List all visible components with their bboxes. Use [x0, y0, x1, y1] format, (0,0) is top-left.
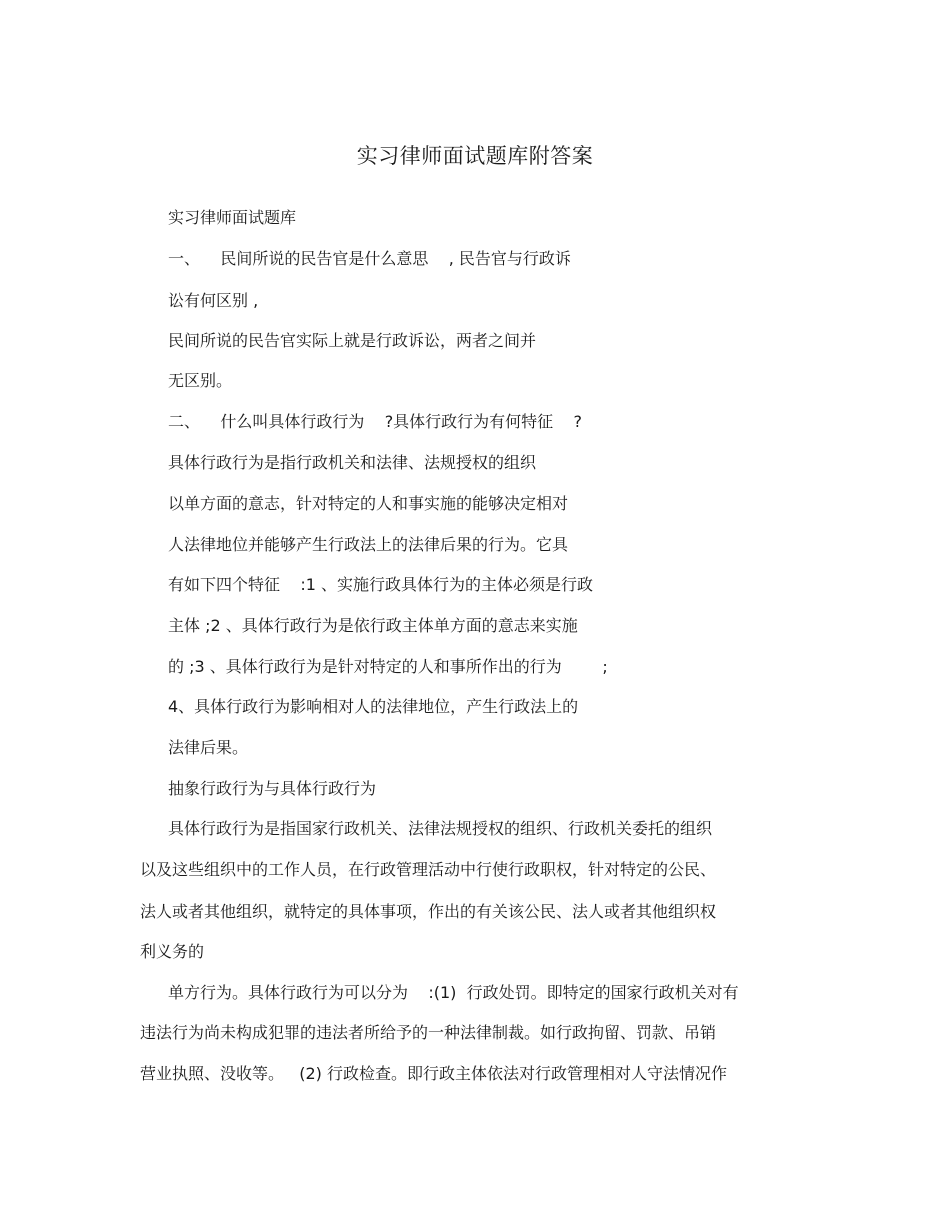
text-line: 有如下四个特征 :1 、实施行政具体行为的主体必须是行政: [168, 575, 594, 594]
text-line: 实习律师面试题库: [168, 208, 297, 227]
text-line: 具体行政行为是指国家行政机关、法律法规授权的组织、行政机关委托的组织: [168, 819, 713, 838]
text-line: 主体 ;2 、具体行政行为是依行政主体单方面的意志来实施: [168, 616, 578, 635]
document-title: 实习律师面试题库附答案: [356, 144, 594, 168]
text-line: 法律后果。: [168, 738, 249, 757]
text-line: 单方行为。具体行政行为可以分为 :(1) 行政处罚。即特定的国家行政机关对有: [168, 983, 739, 1002]
text-line: 无区别。: [168, 371, 233, 390]
text-line: 违法行为尚未构成犯罪的违法者所给予的一种法律制裁。如行政拘留、罚款、吊销: [140, 1023, 717, 1042]
text-line: 利义务的: [140, 942, 205, 961]
text-line: 一、 民间所说的民告官是什么意思 , 民告官与行政诉: [168, 249, 571, 268]
text-line: 法人或者其他组织，就特定的具体事项，作出的有关该公民、法人或者其他组织权: [140, 902, 717, 921]
text-line: 抽象行政行为与具体行政行为: [168, 779, 377, 798]
text-line: 以单方面的意志，针对特定的人和事实施的能够决定相对: [168, 494, 569, 513]
text-line: 讼有何区别 ,: [168, 291, 259, 310]
text-line: 二、 什么叫具体行政行为 ?具体行政行为有何特征 ?: [168, 412, 583, 431]
text-line: 以及这些组织中的工作人员，在行政管理活动中行使行政职权，针对特定的公民、: [140, 860, 717, 879]
text-line: 民间所说的民告官实际上就是行政诉讼，两者之间并: [168, 331, 537, 350]
text-line: 营业执照、没收等。 (2) 行政检查。即行政主体依法对行政管理相对人守法情况作: [140, 1064, 728, 1083]
text-line: 的 ;3 、具体行政行为是针对特定的人和事所作出的行为 ;: [168, 657, 608, 676]
text-line: 人法律地位并能够产生行政法上的法律后果的行为。它具: [168, 535, 569, 554]
text-line: 具体行政行为是指行政机关和法律、法规授权的组织: [168, 453, 537, 472]
text-line: 4、具体行政行为影响相对人的法律地位，产生行政法上的: [168, 697, 579, 716]
